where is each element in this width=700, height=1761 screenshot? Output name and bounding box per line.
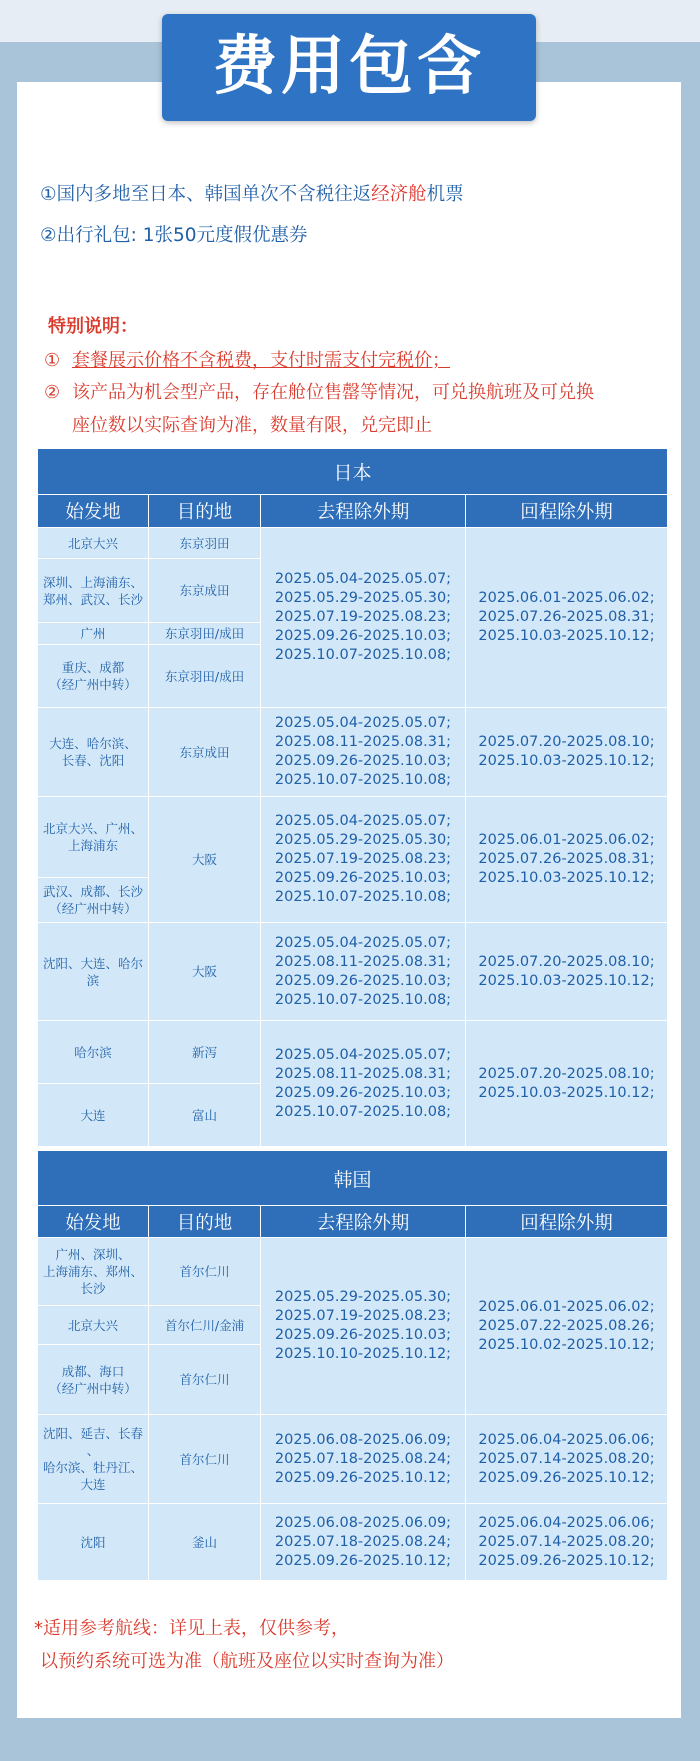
- origin-cell: 沈阳、延吉、长春 、 哈尔滨、牡丹江、 大连: [38, 1415, 149, 1504]
- special-note-title: 特别说明：: [48, 316, 138, 337]
- return-dates-cell: 2025.06.01-2025.06.02; 2025.07.26-2025.08.31; 2025.10.03-2025.10.12;: [466, 528, 668, 708]
- return-dates-cell: 2025.06.01-2025.06.02; 2025.07.26-2025.08.31; 2025.10.03-2025.10.12;: [466, 797, 668, 923]
- col-header-outbound: 去程除外期: [261, 1206, 466, 1238]
- return-dates-cell: 2025.06.04-2025.06.06; 2025.07.14-2025.08.20; 2025.09.26-2025.10.12;: [466, 1415, 668, 1504]
- note-number: ②: [44, 382, 61, 403]
- origin-cell: 哈尔滨: [38, 1021, 149, 1084]
- col-header-origin: 始发地: [38, 495, 149, 528]
- outbound-dates-cell: 2025.05.04-2025.05.07; 2025.05.29-2025.05.30; 2025.07.19-2025.08.23; 2025.09.26-2025.10.03; 2025.10.07-2025.10.08;: [261, 528, 466, 708]
- included-item-1-text: ①国内多地至日本、韩国单次不含税往返: [40, 184, 372, 205]
- origin-cell: 大连: [38, 1084, 149, 1147]
- destination-cell: 首尔仁川: [149, 1238, 261, 1306]
- return-dates-cell: 2025.07.20-2025.08.10; 2025.10.03-2025.10.12;: [466, 923, 668, 1021]
- return-dates-cell: 2025.07.20-2025.08.10; 2025.10.03-2025.10.12;: [466, 1021, 668, 1147]
- destination-cell: 东京成田: [149, 559, 261, 623]
- origin-cell: 广州: [38, 623, 149, 645]
- destination-cell: 大阪: [149, 797, 261, 923]
- destination-cell: 新泻: [149, 1021, 261, 1084]
- origin-cell: 大连、哈尔滨、 长春、沈阳: [38, 708, 149, 797]
- footer-note-2: 以预约系统可选为准（航班及座位以实时查询为准）: [40, 1651, 454, 1672]
- origin-cell: 广州、深圳、 上海浦东、郑州、 长沙: [38, 1238, 149, 1306]
- destination-cell: 东京羽田/成田: [149, 645, 261, 708]
- included-item-1-suffix: 机票: [426, 184, 464, 205]
- return-dates-cell: 2025.07.20-2025.08.10; 2025.10.03-2025.10.12;: [466, 708, 668, 797]
- col-header-origin: 始发地: [38, 1206, 149, 1238]
- return-dates-cell: 2025.06.04-2025.06.06; 2025.07.14-2025.08.20; 2025.09.26-2025.10.12;: [466, 1504, 668, 1581]
- return-dates-cell: 2025.06.01-2025.06.02; 2025.07.22-2025.08.26; 2025.10.02-2025.10.12;: [466, 1238, 668, 1415]
- outbound-dates-cell: 2025.05.04-2025.05.07; 2025.05.29-2025.05.30; 2025.07.19-2025.08.23; 2025.09.26-2025.10.03; 2025.10.07-2025.10.08;: [261, 797, 466, 923]
- included-item-1-highlight: 经济舱: [371, 184, 427, 205]
- destination-cell: 首尔仁川: [149, 1415, 261, 1504]
- origin-cell: 武汉、成都、长沙 （经广州中转）: [38, 878, 149, 923]
- included-item-2: ②出行礼包: 1张50元度假优惠券: [40, 225, 308, 246]
- col-header-destination: 目的地: [149, 495, 261, 528]
- footer-note-1: *适用参考航线：详见上表，仅供参考，: [34, 1618, 349, 1639]
- col-header-outbound: 去程除外期: [261, 495, 466, 528]
- origin-cell: 北京大兴: [38, 528, 149, 559]
- col-header-destination: 目的地: [149, 1206, 261, 1238]
- destination-cell: 首尔仁川/金浦: [149, 1306, 261, 1345]
- col-header-return: 回程除外期: [466, 1206, 668, 1238]
- col-header-return: 回程除外期: [466, 495, 668, 528]
- note-text: 套餐展示价格不含税费，支付时需支付完税价；: [72, 350, 450, 371]
- outbound-dates-cell: 2025.05.04-2025.05.07; 2025.08.11-2025.08.31; 2025.09.26-2025.10.03; 2025.10.07-2025.10.08;: [261, 923, 466, 1021]
- outbound-dates-cell: 2025.05.04-2025.05.07; 2025.08.11-2025.08.31; 2025.09.26-2025.10.03; 2025.10.07-2025.10.08;: [261, 1021, 466, 1147]
- region-header-japan: 日本: [38, 449, 668, 495]
- origin-cell: 成都、海口 （经广州中转）: [38, 1345, 149, 1415]
- outbound-dates-cell: 2025.05.29-2025.05.30; 2025.07.19-2025.08.23; 2025.09.26-2025.10.03; 2025.10.10-2025.10.12;: [261, 1238, 466, 1415]
- outbound-dates-cell: 2025.06.08-2025.06.09; 2025.07.18-2025.08.24; 2025.09.26-2025.10.12;: [261, 1415, 466, 1504]
- note-number: ①: [44, 350, 61, 371]
- destination-cell: 首尔仁川: [149, 1345, 261, 1415]
- destination-cell: 大阪: [149, 923, 261, 1021]
- page-title: 费用包含: [162, 14, 536, 121]
- destination-cell: 东京羽田: [149, 528, 261, 559]
- destination-cell: 釜山: [149, 1504, 261, 1581]
- outbound-dates-cell: 2025.05.04-2025.05.07; 2025.08.11-2025.08.31; 2025.09.26-2025.10.03; 2025.10.07-2025.10.08;: [261, 708, 466, 797]
- destination-cell: 东京成田: [149, 708, 261, 797]
- origin-cell: 深圳、上海浦东、 郑州、武汉、长沙: [38, 559, 149, 623]
- region-header-korea: 韩国: [38, 1151, 668, 1206]
- origin-cell: 沈阳、大连、哈尔 滨: [38, 923, 149, 1021]
- korea-table: [37, 1150, 668, 1581]
- note-text: 该产品为机会型产品，存在舱位售罄等情况，可兑换航班及可兑换: [72, 382, 594, 403]
- special-note-2: [44, 378, 594, 404]
- origin-cell: 重庆、成都 （经广州中转）: [38, 645, 149, 708]
- origin-cell: 沈阳: [38, 1504, 149, 1581]
- origin-cell: 北京大兴、广州、 上海浦东: [38, 797, 149, 878]
- special-note-1: [44, 346, 450, 372]
- origin-cell: 北京大兴: [38, 1306, 149, 1345]
- japan-table: [37, 448, 668, 1147]
- special-note-2-cont: 座位数以实际查询为准，数量有限，兑完即止: [72, 415, 432, 436]
- destination-cell: 富山: [149, 1084, 261, 1147]
- outbound-dates-cell: 2025.06.08-2025.06.09; 2025.07.18-2025.08.24; 2025.09.26-2025.10.12;: [261, 1504, 466, 1581]
- included-item-1: [40, 180, 464, 206]
- destination-cell: 东京羽田/成田: [149, 623, 261, 645]
